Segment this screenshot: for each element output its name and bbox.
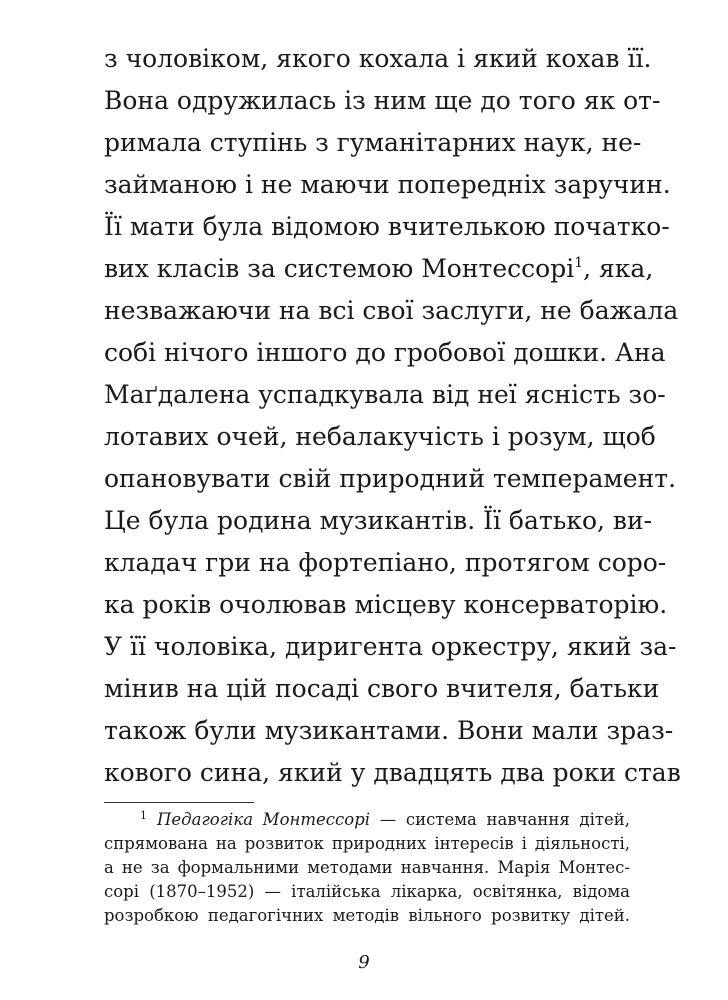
footnote-line: сорі (1870–1952) — італійська лікарка, освітянка, відома	[104, 882, 630, 901]
footnote-line: розробкою педагогічних методів вільного розвитку дітей.	[104, 906, 630, 925]
text-line: мінив на цій посаді свого вчителя, батьки	[104, 674, 660, 703]
footnote-line: спрямована на розвиток природних інтересів і діяльності,	[104, 834, 630, 853]
text-line: лотавих очей, небалакучість і розум, щоб	[104, 422, 656, 451]
footnote-text: — система навчання дітей,	[370, 810, 631, 829]
text-line: кладач гри на фортепіано, протягом соро-	[104, 548, 667, 577]
text-line: кового сина, який у двадцять два роки став	[104, 758, 681, 787]
text-line-with-footnote-ref	[104, 248, 654, 290]
text-line: також були музикантами. Вони мали зраз-	[104, 716, 674, 745]
text-line: займаною і не маючи попередніх заручин.	[104, 170, 671, 199]
footnote-separator	[104, 802, 254, 803]
text-line: Її мати була відомою вчителькою початко-	[104, 212, 670, 241]
footnote-term: Педагогіка Монтессорі	[157, 810, 371, 829]
text-line: римала ступінь з гуманітарних наук, не-	[104, 128, 642, 157]
text-line: з чоловіком, якого кохала і який кохав її.	[104, 44, 652, 73]
text-line: незважаючи на всі свої заслуги, не бажала	[104, 296, 679, 325]
text-line: Маґдалена успадкувала від неї ясність зо-	[104, 380, 666, 409]
text-line: ка років очолював місцеву консерваторію.	[104, 590, 668, 619]
text-line-part: , яка,	[583, 254, 654, 283]
footnote-number: 1	[140, 809, 147, 822]
footnote-reference: 1	[574, 255, 584, 271]
footnote	[104, 808, 630, 928]
footnote-line	[104, 808, 630, 832]
footnote-line: а не за формальними методами навчання. Марія Монтес-	[104, 858, 630, 877]
text-line-part: вих класів за системою Монтессорі	[104, 254, 575, 283]
page-number: 9	[358, 952, 370, 973]
text-line: У її чоловіка, диригента оркестру, який за-	[104, 632, 677, 661]
text-line: собі нічого іншого до гробової дошки. Ана	[104, 338, 666, 367]
main-text	[104, 38, 681, 794]
text-line: Вона одружилась із ним ще до того як от-	[104, 86, 661, 115]
text-line: Це була родина музикантів. Її батько, ви-	[104, 506, 653, 535]
text-line: опановувати свій природний темперамент.	[104, 464, 677, 493]
